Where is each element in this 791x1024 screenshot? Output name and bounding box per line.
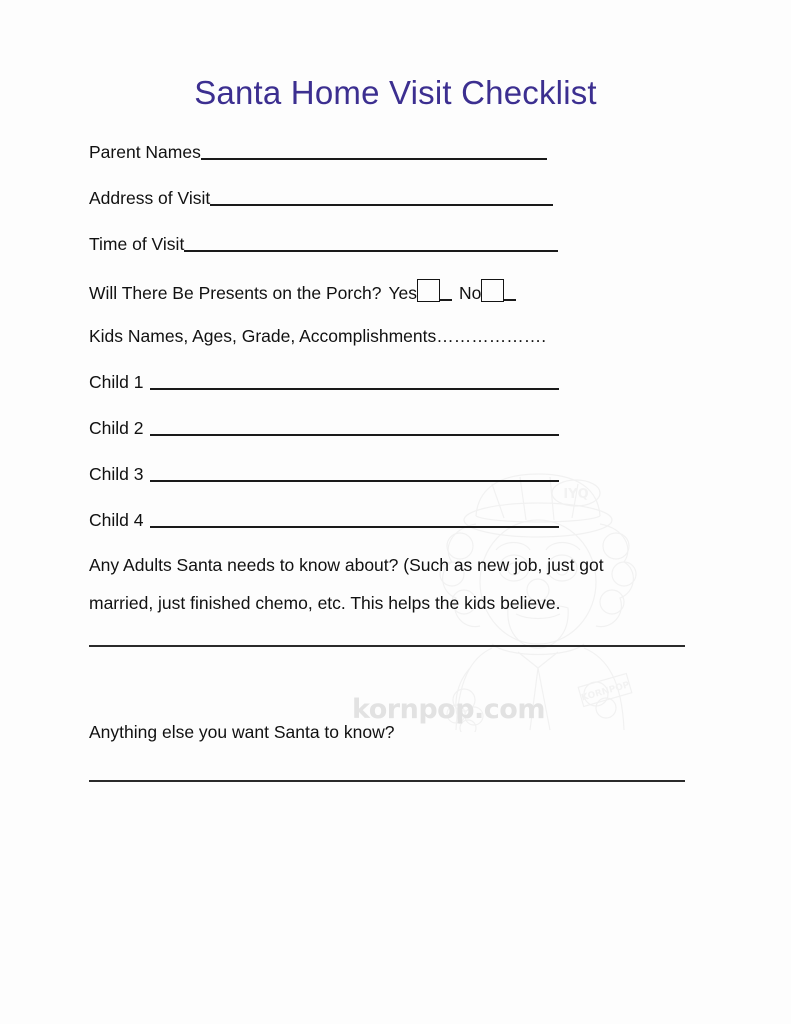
checkbox-yes[interactable] (417, 279, 440, 302)
field-parent-names (89, 141, 547, 163)
field-label-child-2: Child 2 (89, 418, 144, 438)
anything-else-question: Anything else you want Santa to know? (89, 722, 395, 742)
field-input-child-1[interactable] (150, 373, 559, 390)
checkbox-yes-rule (440, 284, 452, 301)
checkbox-no-rule (504, 284, 516, 301)
field-label-parent-names: Parent Names (89, 142, 201, 162)
svg-text:KORNPOP: KORNPOP (580, 680, 631, 704)
anything-else-answer-line[interactable] (89, 780, 685, 782)
field-input-parent-names[interactable] (201, 143, 547, 160)
svg-text:IYQ: IYQ (563, 487, 589, 502)
field-label-child-4: Child 4 (89, 510, 144, 530)
watermark-text: kornpop.com (352, 694, 545, 725)
field-input-child-3[interactable] (150, 465, 559, 482)
kids-section-heading (89, 325, 546, 347)
field-address-of-visit (89, 187, 553, 209)
field-presents-on-porch (89, 279, 516, 304)
field-label-child-3: Child 3 (89, 464, 144, 484)
field-input-child-4[interactable] (150, 511, 559, 528)
field-input-child-2[interactable] (150, 419, 559, 436)
yes-label: Yes (388, 283, 418, 303)
field-time-of-visit (89, 233, 558, 255)
kids-heading-label: Kids Names, Ages, Grade, Accomplishments………………. (89, 326, 547, 346)
field-label-child-1: Child 1 (89, 372, 144, 392)
field-input-address-of-visit[interactable] (210, 189, 553, 206)
no-label: No (459, 283, 482, 303)
field-child-3 (89, 463, 559, 485)
field-input-time-of-visit[interactable] (184, 235, 558, 252)
field-child-1 (89, 371, 559, 393)
field-child-2 (89, 417, 559, 439)
field-label-address-of-visit: Address of Visit (89, 188, 211, 208)
field-label-time-of-visit: Time of Visit (89, 234, 185, 254)
adults-question-answer-line[interactable] (89, 645, 685, 647)
field-child-4 (89, 509, 559, 531)
adults-question-line-1: Any Adults Santa needs to know about? (Such as new job, just got (89, 555, 604, 575)
page-title: Santa Home Visit Checklist (194, 74, 597, 111)
adults-question-line-2: married, just finished chemo, etc. This helps the kids believe. (89, 593, 561, 613)
checkbox-no[interactable] (481, 279, 504, 302)
field-label-presents-on-porch: Will There Be Presents on the Porch? (89, 283, 382, 303)
